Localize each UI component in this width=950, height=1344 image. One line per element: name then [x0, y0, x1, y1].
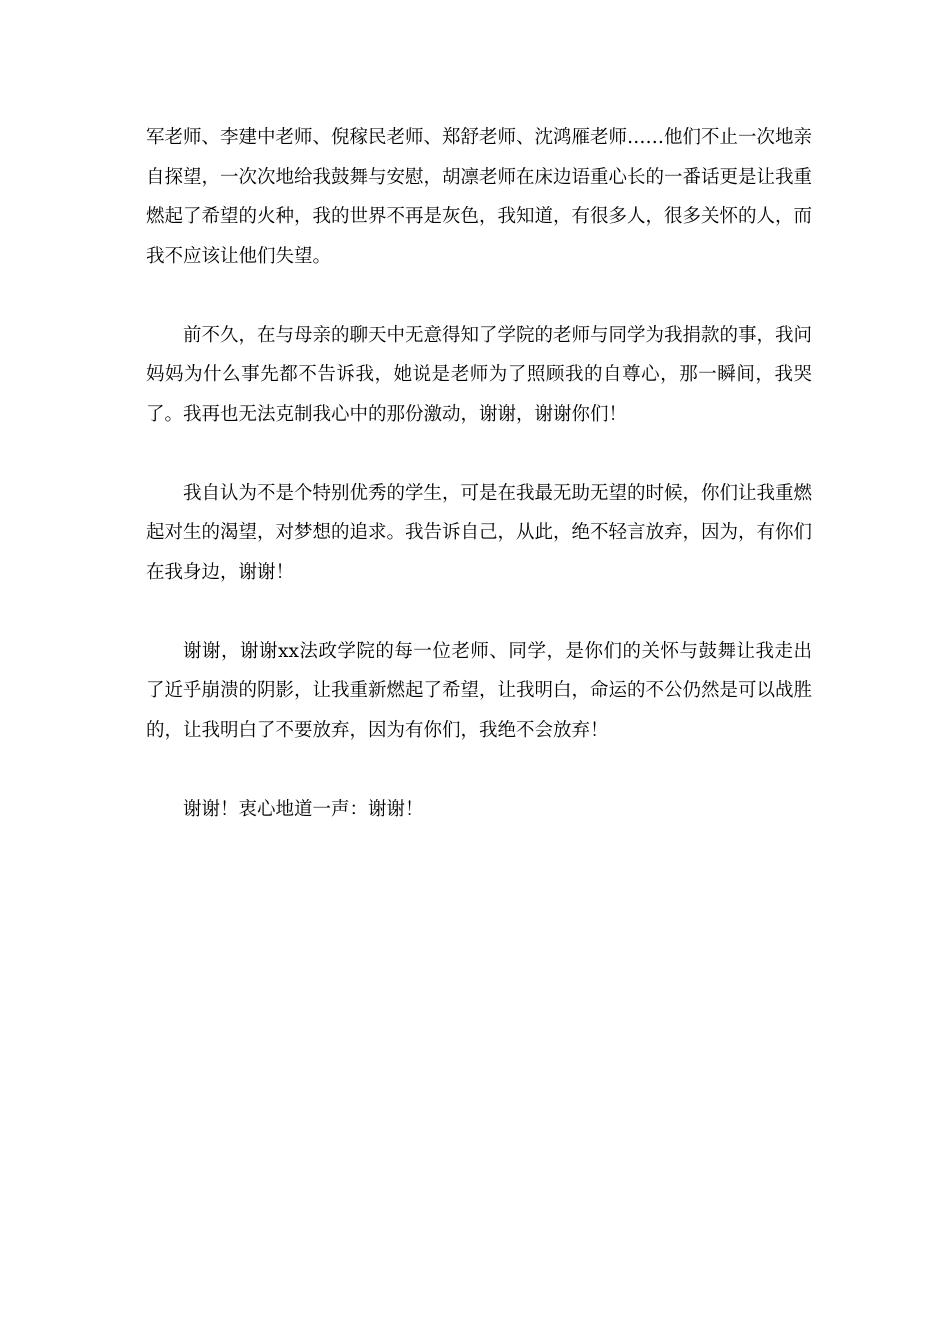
paragraph-3: 我自认为不是个特别优秀的学生，可是在我最无助无望的时候，你们让我重燃起对生的渴望，对梦想的追求。我告诉自己，从此，绝不轻言放弃，因为，有你们在我身边，谢谢！	[146, 482, 813, 583]
paragraph-4: 谢谢，谢谢xx法政学院的每一位老师、同学，是你们的关怀与鼓舞让我走出了近乎崩溃的阴影，让我重新燃起了希望，让我明白，命运的不公仍然是可以战胜的，让我明白了不要放弃，因为有你们，我绝不会放弃！	[146, 640, 813, 741]
paragraph-2: 前不久，在与母亲的聊天中无意得知了学院的老师与同学为我捐款的事，我问妈妈为什么事先都不告诉我，她说是老师为了照顾我的自尊心，那一瞬间，我哭了。我再也无法克制我心中的那份激动，谢谢，谢谢你们！	[146, 324, 813, 425]
paragraph-5: 谢谢！衷心地道一声：谢谢！	[183, 798, 424, 820]
paragraph-1: 军老师、李建中老师、倪稼民老师、郑舒老师、沈鸿雁老师……他们不止一次地亲自探望，一次次地给我鼓舞与安慰，胡凛老师在床边语重心长的一番话更是让我重燃起了希望的火种，我的世界不再是灰色，我知道，有很多人，很多关怀的人，而我不应该让他们失望。	[146, 127, 813, 267]
document-body	[146, 118, 812, 869]
